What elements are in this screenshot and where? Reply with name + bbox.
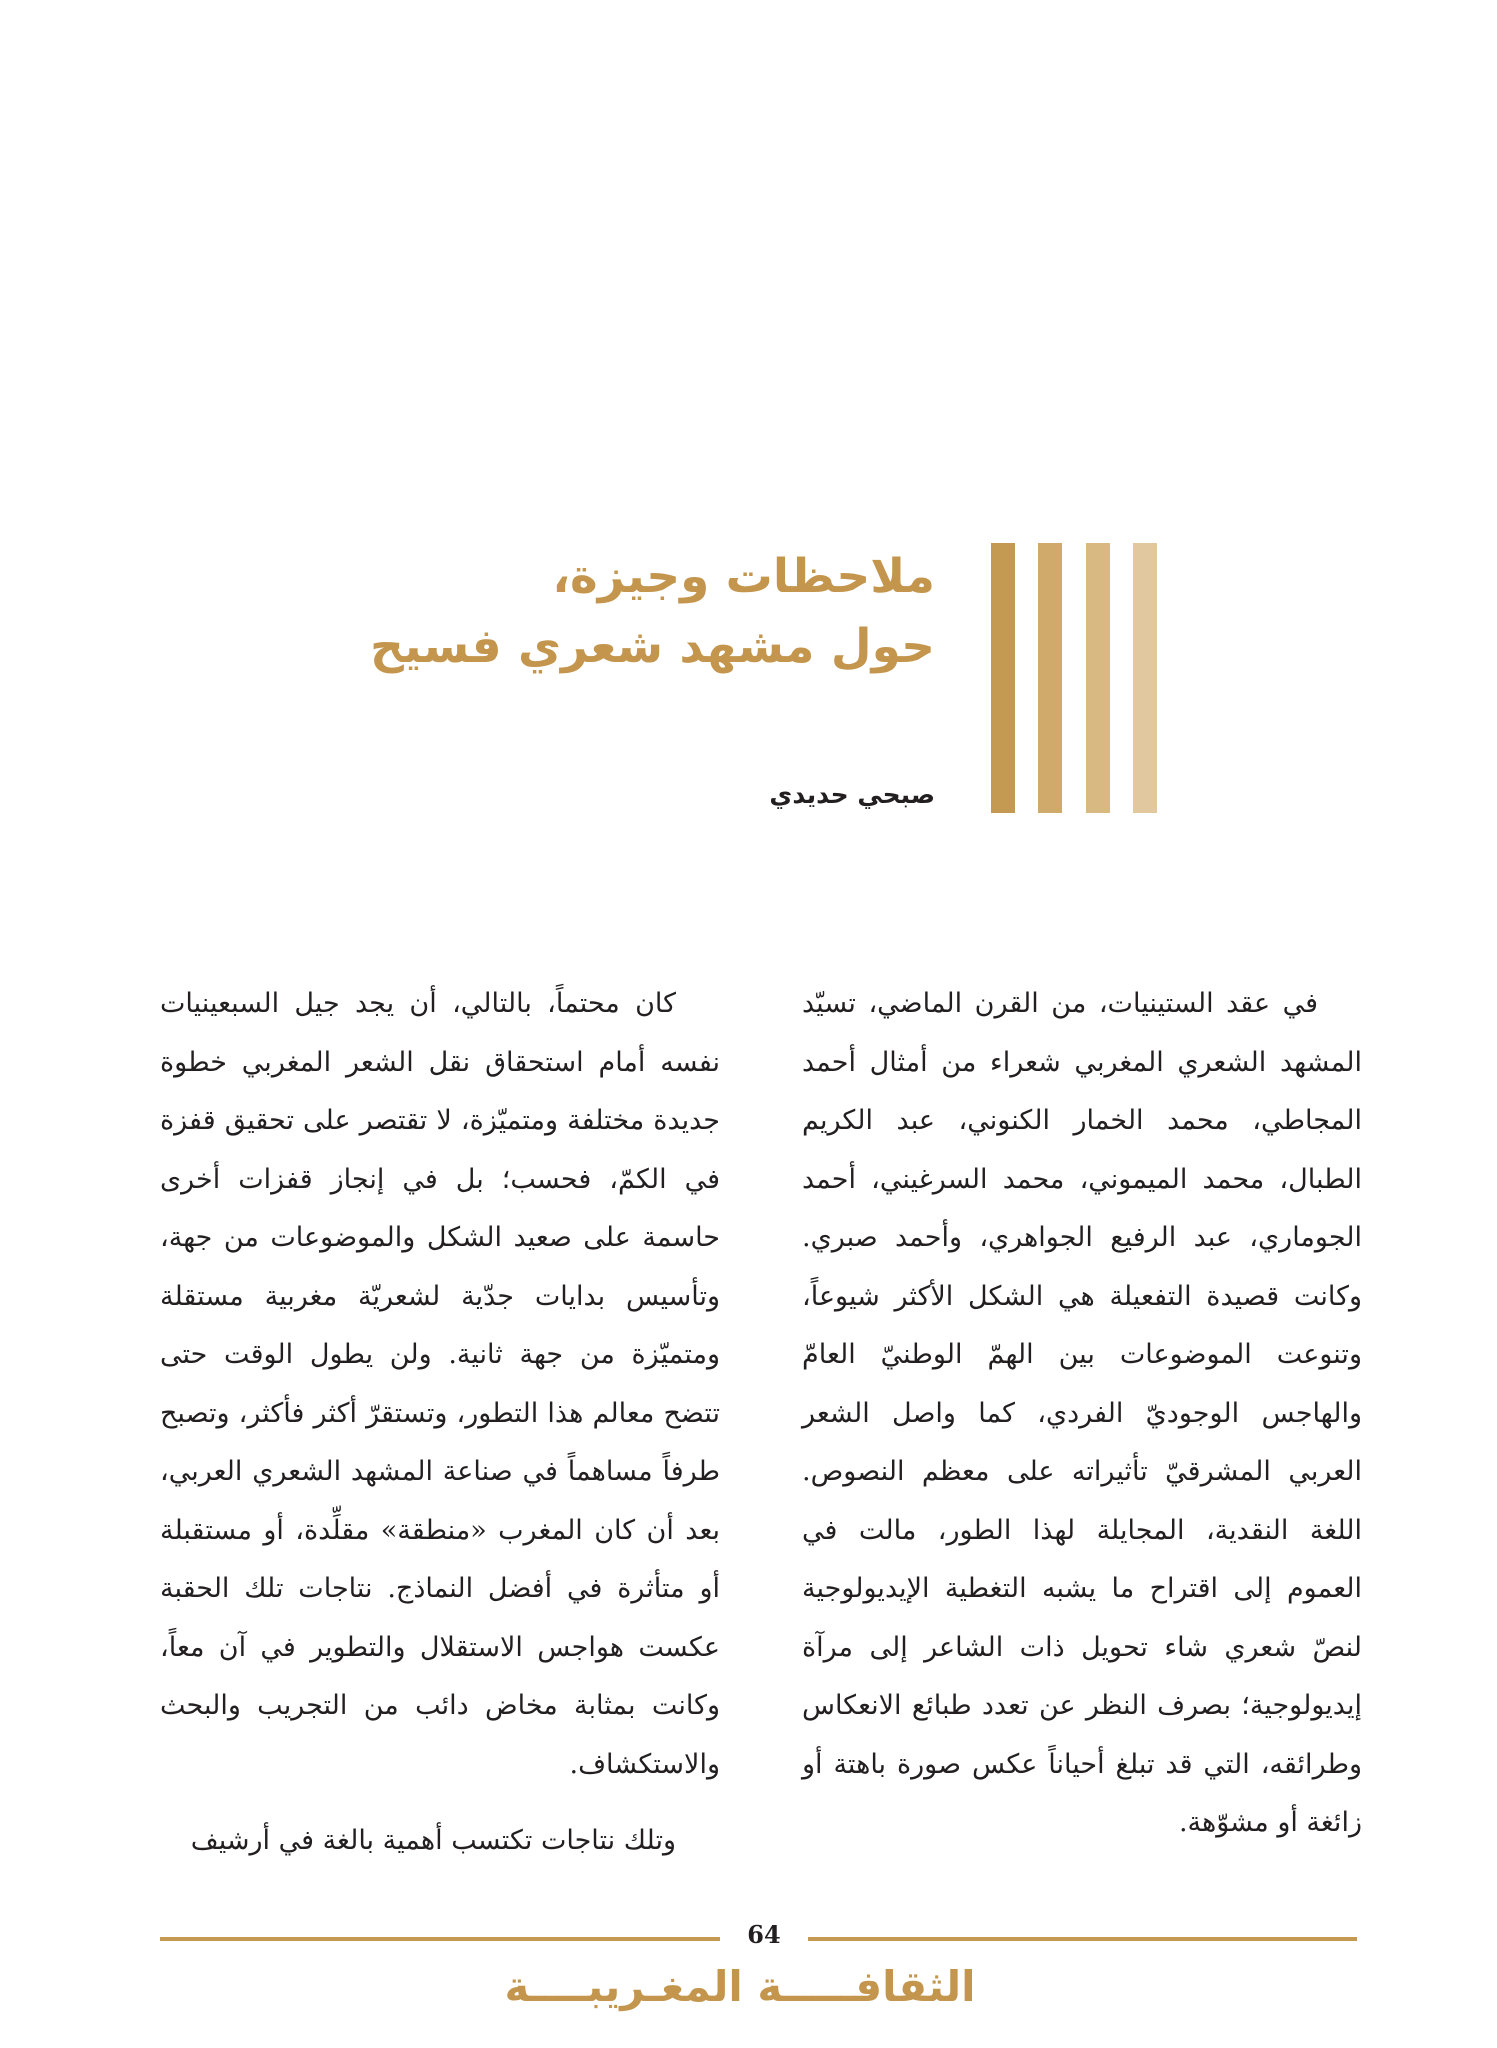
footer-divider-left <box>160 1937 720 1941</box>
article-title-line-2: حول مشهد شعري فسيح <box>369 619 935 674</box>
body-column-right <box>802 975 1362 1853</box>
magazine-name: الثقافـــــة المغـريبــــة <box>504 1962 976 2011</box>
article-title <box>315 542 935 682</box>
paragraph: وتلك نتاجات تكتسب أهمية بالغة في أرشيف <box>190 1825 676 1856</box>
decorative-bar <box>991 543 1015 813</box>
decorative-bar <box>1038 543 1062 813</box>
page-number: 64 <box>747 1920 781 1949</box>
footer-divider-right <box>808 1937 1357 1941</box>
paragraph: كان محتماً، بالتالي، أن يجد جيل السبعينيات نفسه أمام استحقاق نقل الشعر المغربي خطوة جديدة مختلفة ومتميّزة، لا تقتصر على تحقيق قفزة في الكمّ، فحسب؛ بل في إنجاز قفزات أخرى حاسمة على صعيد الشكل والموضوعات من جهة، وتأسيس بدايات جدّية لشعريّة مغربية مستقلة ومتميّزة من جهة ثانية. ولن يطول الوقت حتى تتضح معالم هذا التطور، وتستقرّ أكثر فأكثر، وتصبح طرفاً مساهماً في صناعة المشهد الشعري العربي، بعد أن كان المغرب «منطقة» مقلِّدة، أو مستقبلة أو متأثرة في أفضل النماذج. نتاجات تلك الحقبة عكست هواجس الاستقلال والتطوير في آن معاً، وكانت بمثابة مخاض دائب من التجريب والبحث والاستكشاف. <box>160 988 720 1780</box>
body-column-left <box>160 975 720 1871</box>
article-author: صبحي حديدي <box>769 780 935 809</box>
paragraph: في عقد الستينيات، من القرن الماضي، تسيّد المشهد الشعري المغربي شعراء من أمثال أحمد المجاطي، محمد الخمار الكنوني، عبد الكريم الطبال، محمد الميموني، محمد السرغيني، أحمد الجوماري، عبد الرفيع الجواهري، وأحمد صبري. وكانت قصيدة التفعيلة هي الشكل الأكثر شيوعاً، وتنوعت الموضوعات بين الهمّ الوطنيّ العامّ والهاجس الوجوديّ الفردي، كما واصل الشعر العربي المشرقيّ تأثيراته على معظم النصوص. اللغة النقدية، المجايلة لهذا الطور، مالت في العموم إلى اقتراح ما يشبه التغطية الإيديولوجية لنصّ شعري شاء تحويل ذات الشاعر إلى مرآة إيديولوجية؛ بصرف النظر عن تعدد طبائع الانعكاس وطرائقه، التي قد تبلغ أحياناً عكس صورة باهتة أو زائغة أو مشوّهة. <box>802 988 1362 1838</box>
decorative-bar <box>1133 543 1157 813</box>
article-title-line-1: ملاحظات وجيزة، <box>552 549 935 604</box>
decorative-bar <box>1086 543 1110 813</box>
